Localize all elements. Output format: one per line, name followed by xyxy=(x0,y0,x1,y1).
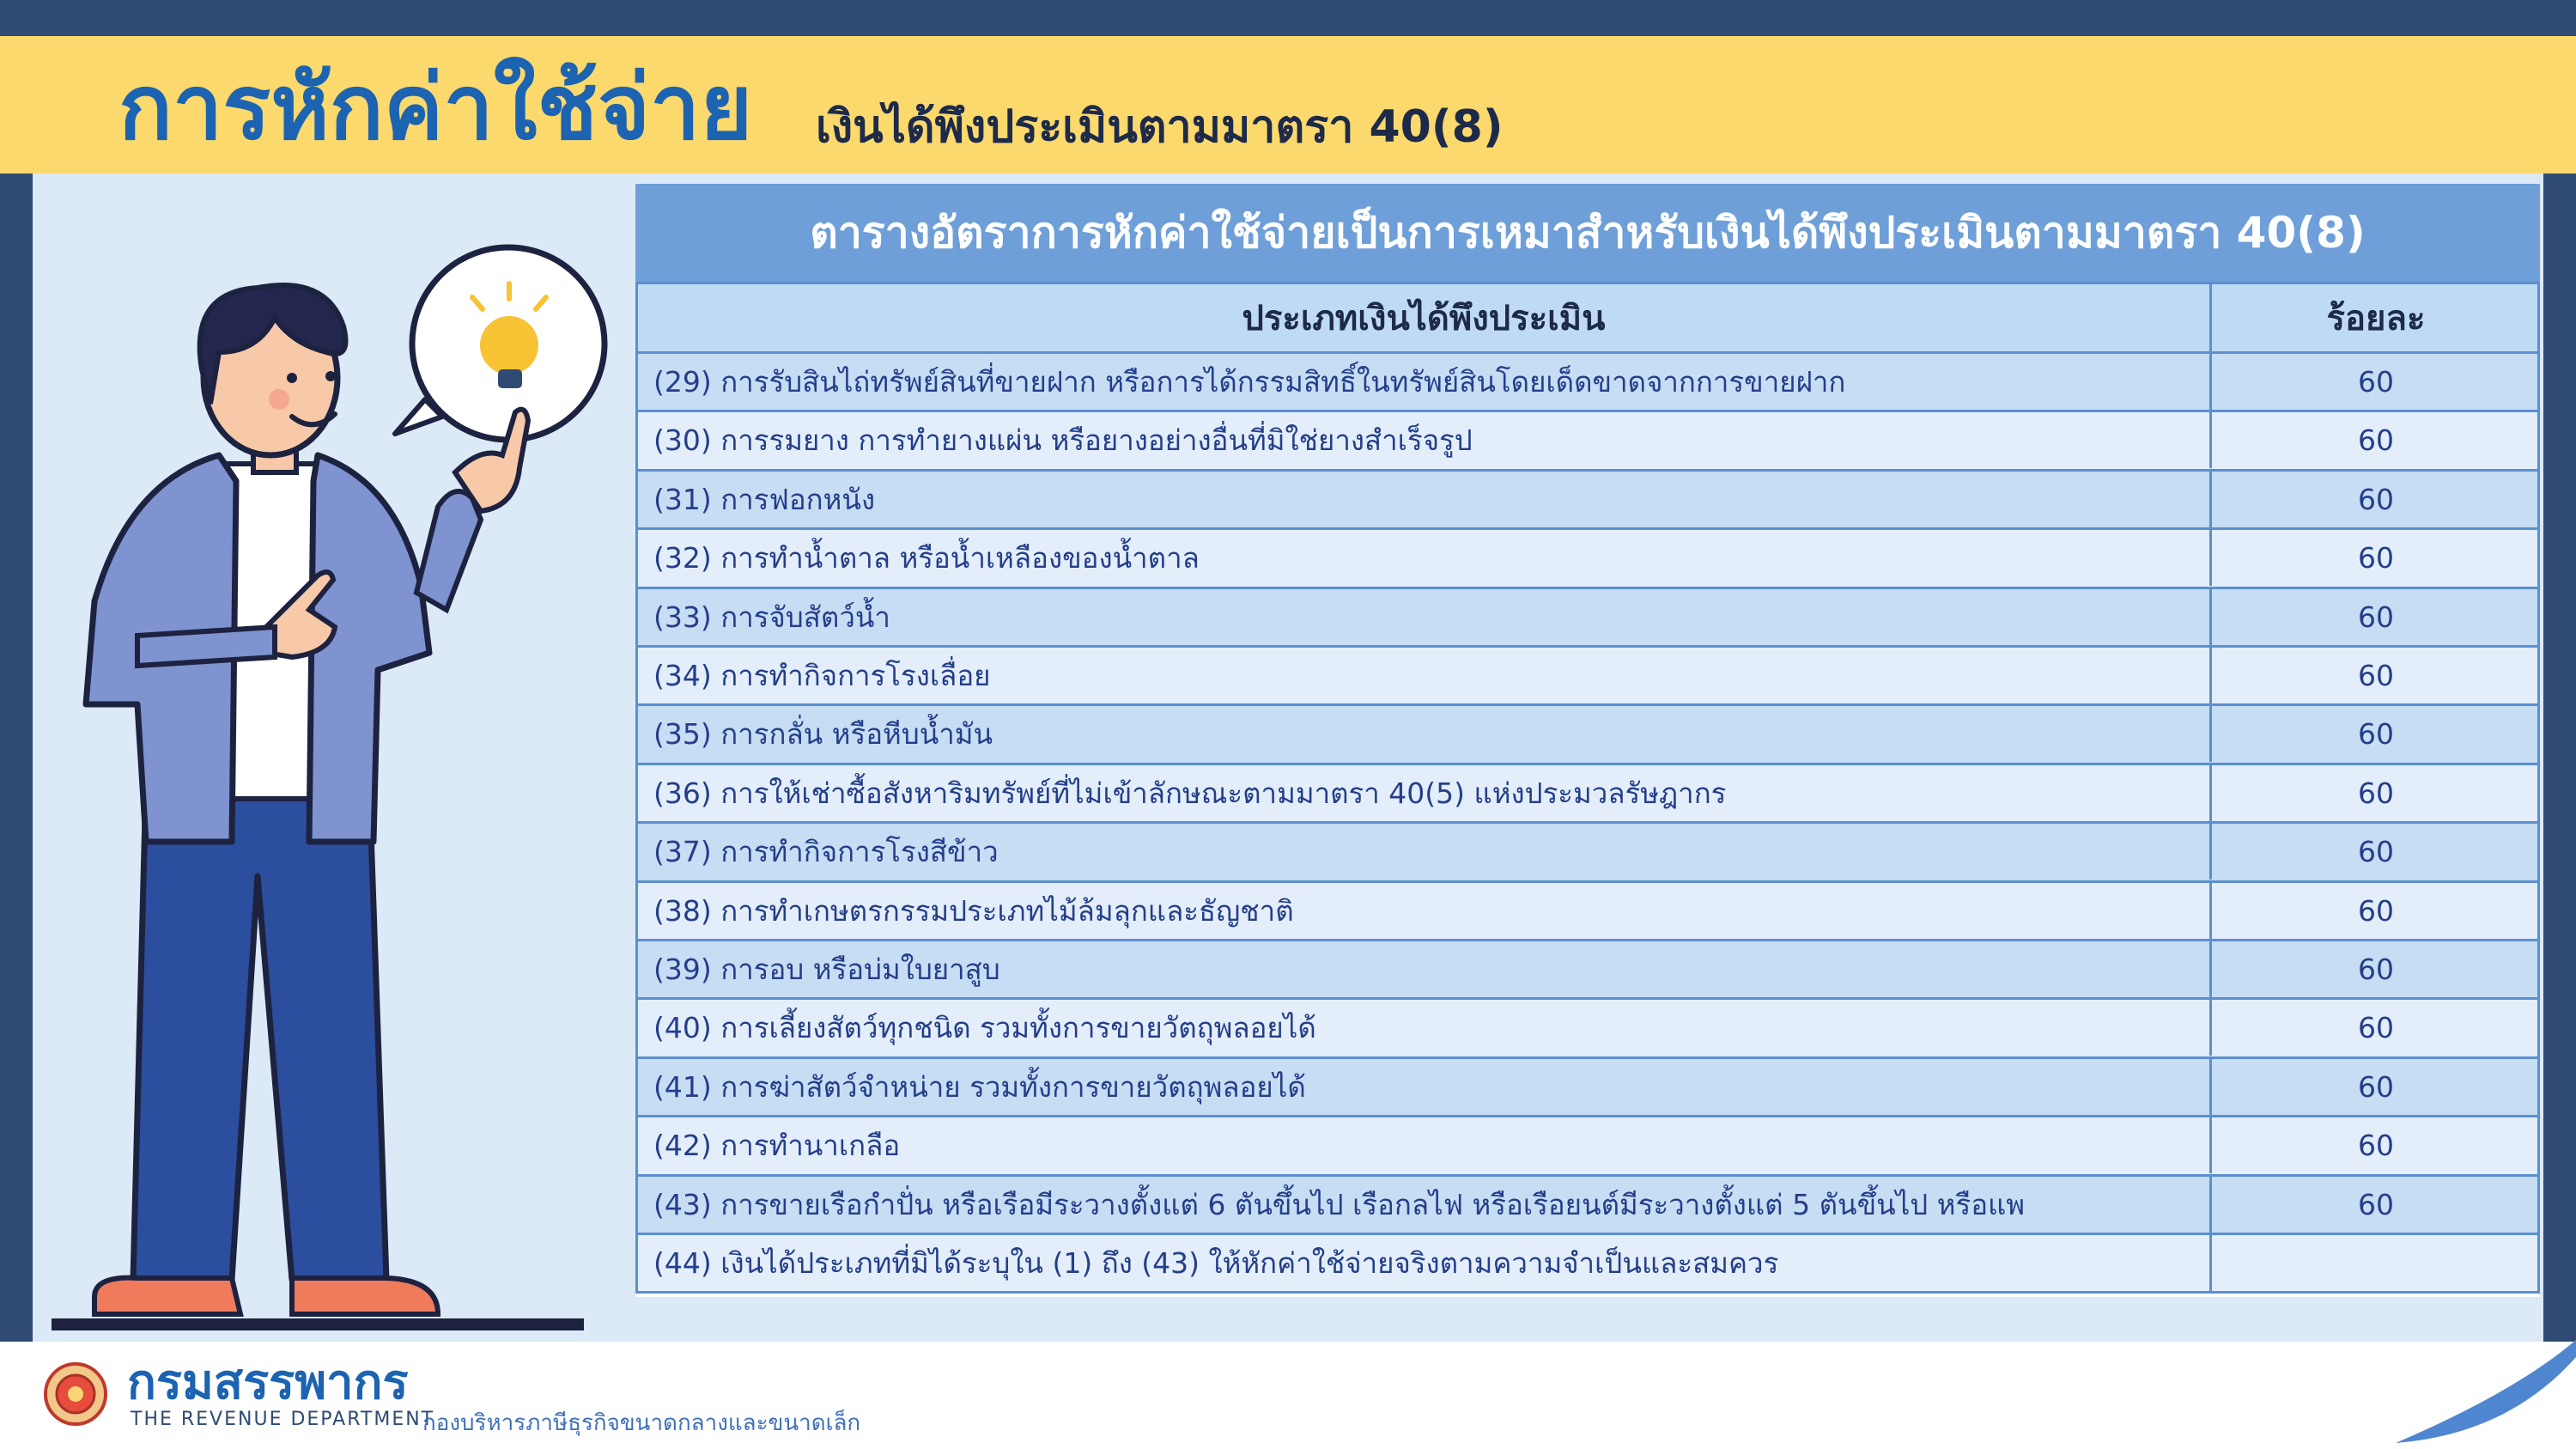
table-row xyxy=(635,1235,2540,1294)
row-description: (44) เงินได้ประเภทที่มิได้ระบุใน (1) ถึง (43) ให้หักค่าใช้จ่ายจริงตามความจำเป็นและสมควร xyxy=(653,1246,1779,1280)
column-header-percent: ร้อยละ xyxy=(2209,284,2540,351)
frame-right xyxy=(2543,174,2576,1342)
row-percent: 60 xyxy=(2209,883,2540,939)
division-name: กองบริหารภาษีธุรกิจขนาดกลางและขนาดเล็ก xyxy=(422,1410,861,1436)
table-row xyxy=(635,1117,2540,1176)
row-description: (35) การกลั่น หรือหีบน้ำมัน xyxy=(653,717,993,752)
table-row xyxy=(635,412,2540,471)
table-row xyxy=(635,765,2540,824)
table-row xyxy=(635,472,2540,530)
row-description: (39) การอบ หรือบ่มใบยาสูบ xyxy=(653,953,1000,986)
table-row xyxy=(635,1177,2540,1235)
corner-swoosh xyxy=(2370,1340,2576,1449)
row-description: (37) การทำกิจการโรงสีข้าว xyxy=(653,835,999,869)
column-header-type: ประเภทเงินได้พึงประเมิน xyxy=(1242,299,1606,338)
table-row xyxy=(635,824,2540,882)
page-subtitle: เงินได้พึงประเมินตามมาตรา 40(8) xyxy=(816,101,1504,153)
row-percent: 60 xyxy=(2209,824,2540,880)
row-percent: 60 xyxy=(2209,941,2540,997)
table-row xyxy=(635,589,2540,648)
row-description: (43) การขายเรือกำปั่น หรือเรือมีระวางตั้งแต่ 6 ตันขึ้นไป เรือกลไฟ หรือเรือยนต์มีระวางตั้งแต่ 5 ตันขึ้นไป หรือแพ xyxy=(653,1187,2026,1221)
row-percent: 60 xyxy=(2209,472,2540,527)
logo-english: THE REVENUE DEPARTMENT xyxy=(131,1409,435,1430)
row-description: (38) การทำเกษตรกรรมประเภทไม้ล้มลุกและธัญชาติ xyxy=(653,893,1294,928)
row-percent: 60 xyxy=(2209,530,2540,586)
row-percent: 60 xyxy=(2209,706,2540,762)
row-percent: 60 xyxy=(2209,354,2540,410)
top-bar xyxy=(0,0,2576,36)
row-percent: 60 xyxy=(2209,1059,2540,1115)
row-description: (31) การฟอกหนัง xyxy=(653,482,876,516)
row-description: (42) การทำนาเกลือ xyxy=(653,1129,901,1163)
row-percent: 60 xyxy=(2209,1117,2540,1173)
row-percent: 60 xyxy=(2209,1000,2540,1056)
row-description: (29) การรับสินไถ่ทรัพย์สินที่ขายฝาก หรือการได้กรรมสิทธิ์ในทรัพย์สินโดยเด็ดขาดจากการขายฝาก xyxy=(653,365,1846,399)
revenue-seal-icon xyxy=(43,1361,108,1427)
row-percent: 60 xyxy=(2209,1177,2540,1233)
row-percent: 60 xyxy=(2209,412,2540,468)
table-row xyxy=(635,648,2540,706)
row-description: (40) การเลี้ยงสัตว์ทุกชนิด รวมทั้งการขายวัตถุพลอยได้ xyxy=(653,1011,1316,1045)
row-percent: 60 xyxy=(2209,648,2540,703)
table-row xyxy=(635,1000,2540,1058)
table-row xyxy=(635,1059,2540,1117)
row-description: (34) การทำกิจการโรงเลื่อย xyxy=(653,659,991,692)
frame-left xyxy=(0,174,33,1342)
table-header-row xyxy=(635,282,2540,354)
row-percent: 60 xyxy=(2209,589,2540,645)
row-description: (36) การให้เช่าซื้อสังหาริมทรัพย์ที่ไม่เข้าลักษณะตามมาตรา 40(5) แห่งประมวลรัษฎากร xyxy=(653,776,1727,810)
row-description: (41) การฆ่าสัตว์จำหน่าย รวมทั้งการขายวัตถุพลอยได้ xyxy=(653,1069,1306,1104)
table-row xyxy=(635,883,2540,941)
row-description: (33) การจับสัตว์น้ำ xyxy=(653,600,890,634)
table-title: ตารางอัตราการหักค่าใช้จ่ายเป็นการเหมาสำหรับเงินได้พึงประเมินตามมาตรา 40(8) xyxy=(635,184,2540,282)
table-row xyxy=(635,941,2540,1000)
logo-text: กรมสรรพากร xyxy=(127,1355,409,1410)
table-row xyxy=(635,530,2540,588)
row-description: (32) การทำน้ำตาล หรือน้ำเหลืองของน้ำตาล xyxy=(653,541,1200,575)
row-percent: 60 xyxy=(2209,765,2540,821)
row-percent xyxy=(2209,1235,2540,1291)
man-pointing-illustration xyxy=(34,223,635,1340)
table-row xyxy=(635,706,2540,764)
table-row xyxy=(635,354,2540,412)
row-description: (30) การรมยาง การทำยางแผ่น หรือยางอย่างอื่นที่มิใช่ยางสำเร็จรูป xyxy=(653,423,1473,458)
page-title: การหักค่าใช้จ่าย xyxy=(118,55,753,160)
expense-rate-table xyxy=(635,184,2540,1297)
